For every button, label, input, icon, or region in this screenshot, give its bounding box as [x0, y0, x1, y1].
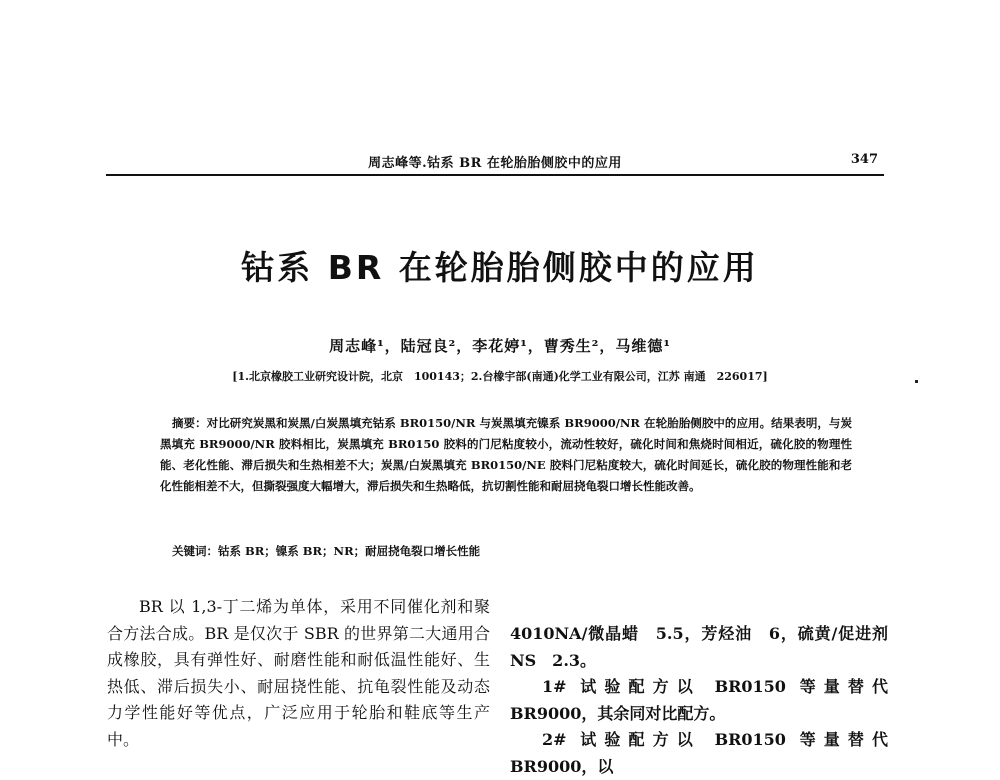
running-head [106, 152, 884, 176]
body-left-column: BR 以 1,3-丁二烯为单体，采用不同催化剂和聚合方法合成。BR 是仅次于 SBR 的世界第二大通用合成橡胶，具有弹性好、耐磨性能和耐低温性能好、生热低、滞后损失小、耐屈挠性能、抗龟裂性能及动态力学性能好等优点，广泛应用于轮胎和鞋底等生产中。 [107, 597, 490, 749]
abstract: 摘要：对比研究炭黑和炭黑/白炭黑填充钴系 BR0150/NR 与炭黑填充镍系 BR9000/NR 在轮胎胎侧胶中的应用。结果表明，与炭黑填充 BR9000/NR 胶料相比，炭黑填充 BR0150 胶料的门尼粘度较小，流动性较好，硫化时间和焦烧时间相近，硫化胶的物理性能、老化性能、滞后损失和生热相差不大；炭黑/白炭黑填充 BR0150/NE 胶料门尼粘度较大，硫化时间延长，硫化胶的物理性能和老化性能相差不大，但撕裂强度大幅增大，滞后损失和生热略低，抗切割性能和耐屈挠龟裂口增长性能改善。 [160, 416, 852, 493]
right-column-paragraph: 1# 试验配方以 BR0150 等量替代 BR9000，其余同对比配方。 [510, 677, 888, 723]
page-number: 347 [850, 152, 878, 167]
body-right-column [510, 621, 888, 780]
keywords: 关键词：钴系 BR；镍系 BR；NR；耐屈挠龟裂口增长性能 [172, 544, 481, 558]
right-column-paragraph: 4010NA/微晶蜡 5.5，芳烃油 6，硫黄/促进剂 NS 2.3。 [510, 624, 888, 670]
paper-title: 钴系 BR 在轮胎胎侧胶中的应用 [241, 248, 759, 287]
scan-speck [915, 380, 918, 383]
affiliation: [1.北京橡胶工业研究设计院，北京 100143；2.台橡宇部(南通)化学工业有限公司，江苏 南通 226017] [232, 370, 768, 383]
authors: 周志峰¹，陆冠良²，李花婷¹，曹秀生²，马维德¹ [329, 337, 671, 355]
right-column-paragraph: 2# 试验配方以 BR0150 等量替代 BR9000，以 [510, 730, 888, 776]
running-title: 周志峰等.钴系 BR 在轮胎胎侧胶中的应用 [368, 156, 622, 171]
